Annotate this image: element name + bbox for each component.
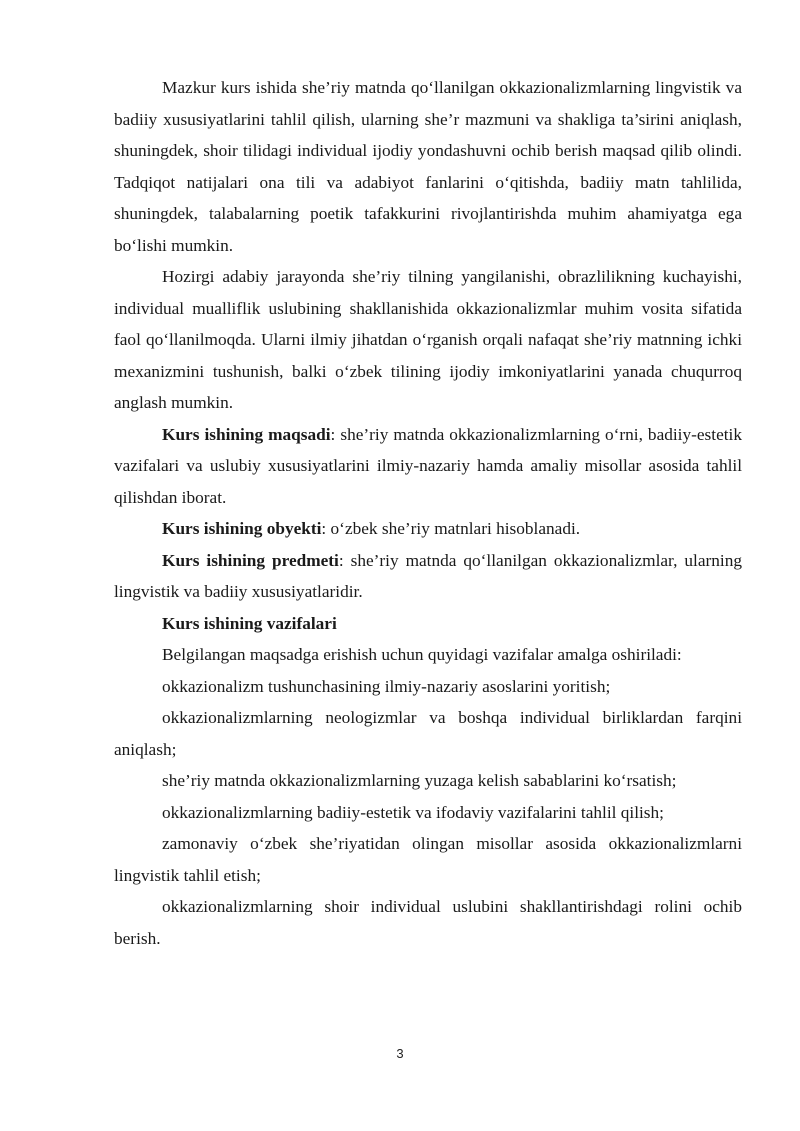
goal-label: Kurs ishining maqsadi	[162, 424, 331, 444]
subject-text: : she’riy matnda qo‘llanilgan okkazionalizmlar, ularning lingvistik va badiiy xususiyatlaridir.	[114, 550, 742, 601]
tasks-intro: Belgilangan maqsadga erishish uchun quyidagi vazifalar amalga oshiriladi:	[162, 645, 682, 664]
goal-text: : she’riy matnda okkazionalizmlarning o‘rni, badiiy-estetik vazifalari va uslubiy xususiyatlarini ilmiy-nazariy hamda amaliy misollar asosida tahlil qilishdan iborat.	[114, 424, 742, 507]
task-item: she’riy matnda okkazionalizmlarning yuzaga kelish sabablarini ko‘rsatish;	[162, 771, 677, 790]
intro-paragraph: Mazkur kurs ishida she’riy matnda qo‘llanilgan okkazionalizmlarning lingvistik va badiiy xususiyatlarini tahlil qilish, ularning she’r mazmuni va shakliga ta’sirini aniqlash, shuningdek, shoir tilidagi individual ijodiy yondashuvni ochib berish maqsad qilib olindi. Tadqiqot natijalari ona tili va adabiyot fanlarini o‘qitishda, badiiy matn tahlilida, shuningdek, talabalarning poetik tafakkurini rivojlantirishda muhim ahamiyatga ega bo‘lishi mumkin.	[114, 78, 742, 255]
context-paragraph: Hozirgi adabiy jarayonda she’riy tilning yangilanishi, obrazlilikning kuchayishi, individual mualliflik uslubining shakllanishida okkazionalizmlar muhim vosita sifatida faol qo‘llanilmoqda. Ularni ilmiy jihatdan o‘rganish orqali nafaqat she’riy matnning ichki mexanizmini tushunish, balki o‘zbek tilining ijodiy imkoniyatlarini yanada chuqurroq anglash mumkin.	[114, 267, 742, 412]
tasks-heading: Kurs ishining vazifalari	[162, 613, 337, 633]
task-item: okkazionalizmlarning shoir individual uslubini shakllantirishdagi rolini ochib berish.	[114, 897, 742, 948]
object-text: : o‘zbek she’riy matnlari hisoblanadi.	[321, 519, 581, 538]
task-item: okkazionalizmlarning badiiy-estetik va ifodaviy vazifalarini tahlil qilish;	[162, 802, 664, 822]
object-paragraph	[114, 513, 742, 545]
body-text	[114, 72, 742, 954]
task-item: zamonaviy o‘zbek she’riyatidan olingan misollar asosida okkazionalizmlarni lingvistik tahlil etish;	[114, 834, 742, 885]
page-number: 3	[396, 1046, 404, 1061]
task-item: okkazionalizmlarning neologizmlar va boshqa individual birliklardan farqini aniqlash;	[114, 708, 742, 759]
task-item: okkazionalizm tushunchasining ilmiy-nazariy asoslarini yoritish;	[162, 676, 611, 696]
object-label: Kurs ishining obyekti	[162, 519, 322, 538]
subject-label: Kurs ishining predmeti	[162, 550, 339, 570]
goal-paragraph	[114, 419, 742, 514]
subject-paragraph	[114, 545, 742, 608]
